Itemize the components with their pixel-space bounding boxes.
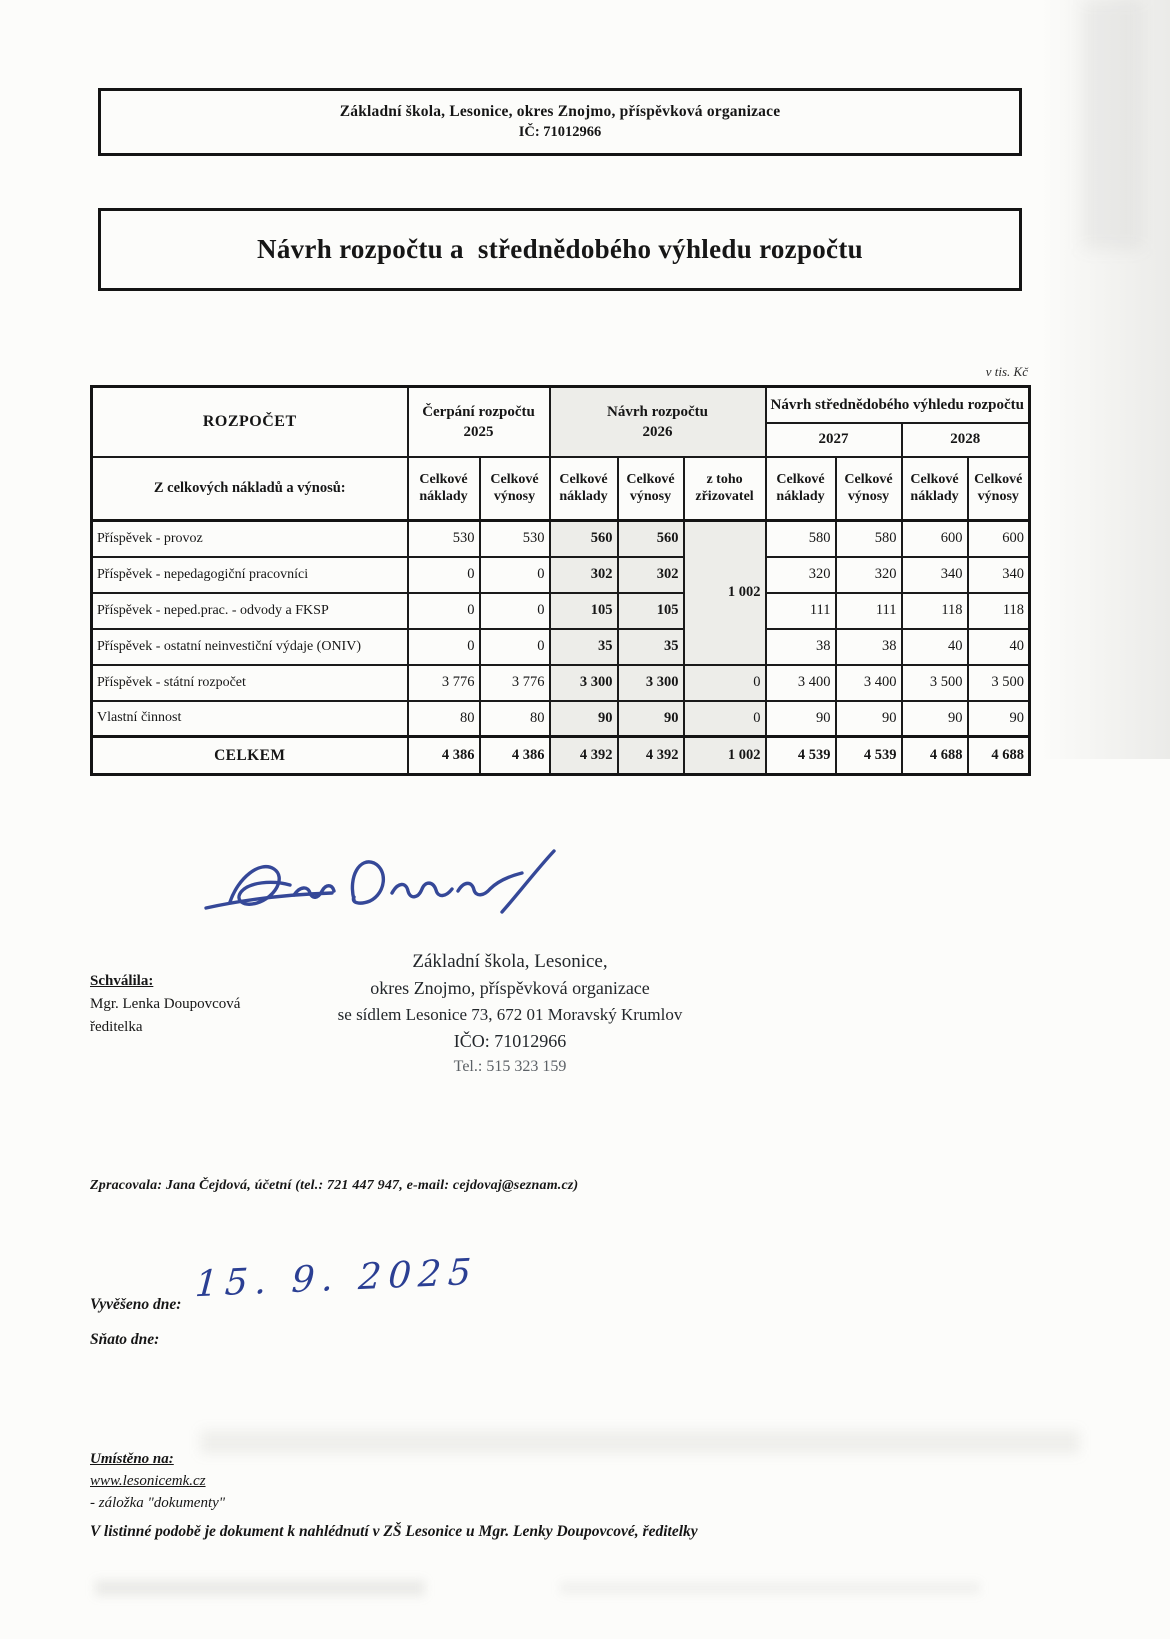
cell-value: 320 <box>766 557 836 593</box>
cell-value: 0 <box>684 665 766 701</box>
budget-table-wrap <box>90 385 1030 776</box>
total-value: 4 386 <box>480 737 550 775</box>
scan-artifact <box>200 1430 1080 1454</box>
cell-value: 3 776 <box>480 665 550 701</box>
cell-value: 530 <box>480 521 550 557</box>
total-value: 4 392 <box>550 737 618 775</box>
group-2025-year: 2025 <box>463 423 494 440</box>
group-outlook-header: Návrh střednědobého výhledu rozpočtu <box>766 387 1030 423</box>
col-2028-vynosy: Celkové výnosy <box>968 457 1030 521</box>
cell-value: 90 <box>902 701 968 737</box>
cell-value: 340 <box>968 557 1030 593</box>
group-2026-year: 2026 <box>642 423 673 440</box>
cell-value: 90 <box>836 701 902 737</box>
cell-value: 40 <box>902 629 968 665</box>
table-corner-header: ROZPOČET <box>92 387 408 457</box>
stamp-line: se sídlem Lesonice 73, 672 01 Moravský Krumlov <box>337 1005 683 1024</box>
location-url: www.lesonicemk.cz <box>90 1473 206 1489</box>
cell-value: 105 <box>550 593 618 629</box>
table-row <box>92 593 1030 629</box>
row-label: Příspěvek - ostatní neinvestiční výdaje (ONIV) <box>92 629 408 665</box>
organization-name: Základní škola, Lesonice, okres Znojmo, příspěvková organizace <box>339 103 781 120</box>
cell-value: 560 <box>550 521 618 557</box>
col-2026-naklady: Celkové náklady <box>550 457 618 521</box>
cell-value: 38 <box>836 629 902 665</box>
group-2026-header <box>550 387 766 457</box>
table-row <box>92 701 1030 737</box>
cell-value: 118 <box>902 593 968 629</box>
table-row <box>92 557 1030 593</box>
cell-value: 3 500 <box>902 665 968 701</box>
cell-value: 580 <box>836 521 902 557</box>
cell-value: 90 <box>766 701 836 737</box>
col-2026-ztoho: z toho zřizovatel <box>684 457 766 521</box>
location-block <box>90 1448 225 1514</box>
approver-role: ředitelka <box>90 1019 143 1035</box>
cell-value: 302 <box>550 557 618 593</box>
cell-value: 80 <box>480 701 550 737</box>
year-2027-header: 2027 <box>766 423 902 457</box>
letterhead-box <box>98 88 1022 156</box>
units-note: v tis. Kč <box>985 364 1028 379</box>
approval-block <box>90 970 240 1039</box>
cell-value: 111 <box>836 593 902 629</box>
cell-value: 560 <box>618 521 684 557</box>
total-value: 4 688 <box>902 737 968 775</box>
scan-artifact <box>95 1580 425 1596</box>
cell-value: 0 <box>480 629 550 665</box>
row-label: Příspěvek - provoz <box>92 521 408 557</box>
document-title: Návrh rozpočtu a střednědobého výhledu rozpočtu <box>257 234 863 264</box>
approver-name: Mgr. Lenka Doupovcová <box>90 996 241 1012</box>
cell-value: 3 300 <box>550 665 618 701</box>
table-row <box>92 521 1030 557</box>
cell-value: 302 <box>618 557 684 593</box>
cell-value: 0 <box>480 593 550 629</box>
total-value: 1 002 <box>684 737 766 775</box>
merged-ztoho-cell: 1 002 <box>684 521 766 665</box>
cell-value: 320 <box>836 557 902 593</box>
col-2027-naklady: Celkové náklady <box>766 457 836 521</box>
stamp-line: okres Znojmo, příspěvková organizace <box>370 978 650 998</box>
col-2025-naklady: Celkové náklady <box>408 457 480 521</box>
title-box <box>98 208 1022 291</box>
group-2026-label: Návrh rozpočtu <box>607 403 708 420</box>
stamp-line: IČO: 71012966 <box>453 1031 567 1051</box>
year-2028-header: 2028 <box>902 423 1030 457</box>
budget-table <box>90 385 1031 776</box>
total-value: 4 386 <box>408 737 480 775</box>
cell-value: 3 500 <box>968 665 1030 701</box>
paper-copy-note: V listinné podobě je dokument k nahlédnutí v ZŠ Lesonice u Mgr. Lenky Doupovcové, ředitelky <box>90 1523 698 1540</box>
organization-id: IČ: 71012966 <box>518 124 602 140</box>
scan-artifact <box>560 1582 980 1594</box>
school-stamp <box>300 948 720 1079</box>
col-2028-naklady: Celkové náklady <box>902 457 968 521</box>
cell-value: 3 400 <box>766 665 836 701</box>
cell-value: 600 <box>968 521 1030 557</box>
row-label: Vlastní činnost <box>92 701 408 737</box>
col-2027-vynosy: Celkové výnosy <box>836 457 902 521</box>
col-2025-vynosy: Celkové výnosy <box>480 457 550 521</box>
subheader-row-label: Z celkových nákladů a výnosů: <box>92 457 408 521</box>
cell-value: 3 300 <box>618 665 684 701</box>
table-total-row <box>92 737 1030 775</box>
row-label: Příspěvek - státní rozpočet <box>92 665 408 701</box>
cell-value: 0 <box>408 629 480 665</box>
cell-value: 3 776 <box>408 665 480 701</box>
table-row <box>92 629 1030 665</box>
cell-value: 580 <box>766 521 836 557</box>
cell-value: 340 <box>902 557 968 593</box>
cell-value: 38 <box>766 629 836 665</box>
cell-value: 90 <box>968 701 1030 737</box>
cell-value: 90 <box>550 701 618 737</box>
cell-value: 40 <box>968 629 1030 665</box>
cell-value: 105 <box>618 593 684 629</box>
approved-by-label: Schválila: <box>90 973 154 989</box>
handwritten-posted-date: 15. 9. 2025 <box>193 1251 480 1306</box>
cell-value: 35 <box>550 629 618 665</box>
table-row <box>92 665 1030 701</box>
scan-artifact <box>1082 0 1142 249</box>
cell-value: 0 <box>408 557 480 593</box>
stamp-line: Tel.: 515 323 159 <box>453 1058 567 1075</box>
cell-value: 90 <box>618 701 684 737</box>
cell-value: 80 <box>408 701 480 737</box>
total-value: 4 539 <box>766 737 836 775</box>
cell-value: 0 <box>480 557 550 593</box>
stamp-line: Základní škola, Lesonice, <box>412 951 608 972</box>
cell-value: 600 <box>902 521 968 557</box>
row-label: Příspěvek - nepedagogiční pracovníci <box>92 557 408 593</box>
total-value: 4 688 <box>968 737 1030 775</box>
total-label: CELKEM <box>92 737 408 775</box>
removed-date-label: Sňato dne: <box>90 1331 160 1348</box>
location-tab: - záložka "dokumenty" <box>90 1495 226 1511</box>
cell-value: 111 <box>766 593 836 629</box>
group-2025-header <box>408 387 550 457</box>
col-2026-vynosy: Celkové výnosy <box>618 457 684 521</box>
cell-value: 530 <box>408 521 480 557</box>
cell-value: 118 <box>968 593 1030 629</box>
cell-value: 0 <box>408 593 480 629</box>
cell-value: 0 <box>684 701 766 737</box>
group-2025-label: Čerpání rozpočtu <box>422 403 535 420</box>
handwritten-signature <box>200 848 570 940</box>
total-value: 4 539 <box>836 737 902 775</box>
posted-date-label: Vyvěšeno dne: <box>90 1296 182 1313</box>
cell-value: 3 400 <box>836 665 902 701</box>
location-label: Umístěno na: <box>90 1451 174 1467</box>
scan-artifact <box>1040 0 1170 759</box>
row-label: Příspěvek - neped.prac. - odvody a FKSP <box>92 593 408 629</box>
total-value: 4 392 <box>618 737 684 775</box>
cell-value: 35 <box>618 629 684 665</box>
prepared-by-line: Zpracovala: Jana Čejdová, účetní (tel.: 721 447 947, e-mail: cejdovaj@seznam.cz) <box>90 1178 579 1193</box>
